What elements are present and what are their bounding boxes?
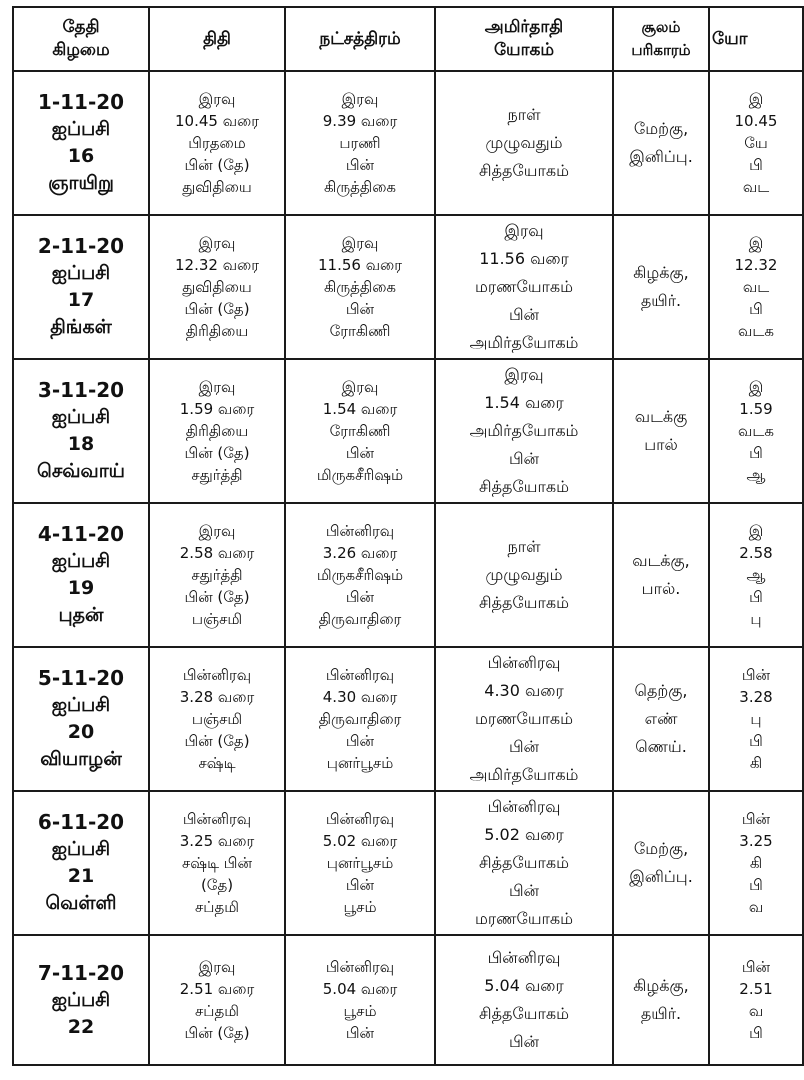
thithi-cell-line: பின்னிரவு <box>182 666 252 684</box>
date-cell-line: ஐப்பசி <box>51 988 111 1011</box>
star-cell-line: பின்னிரவு <box>325 810 395 828</box>
yogam-cell-line: 1.54 வரை <box>484 393 564 412</box>
yogam-cell-line: பின் <box>508 1032 540 1051</box>
date-cell-line: ஐப்பசி <box>51 694 111 716</box>
header-partial-column: யோ <box>709 7 803 71</box>
thithi-cell-line: பின் (தே) <box>184 588 250 606</box>
date-cell-line: 4-11-20 <box>37 522 125 546</box>
partial-cell-line: பி <box>749 300 763 318</box>
partial-cell-line: 2.51 <box>739 980 773 998</box>
thithi-cell-line: பின் (தே) <box>184 300 250 318</box>
partial-cell-line: வடக <box>738 322 774 340</box>
thithi-cell-line: சப்தமி <box>194 1002 239 1020</box>
star-cell-line: பின் <box>345 732 375 750</box>
yogam-cell-line: முழுவதும் <box>485 565 563 584</box>
soolam-cell-line: வடக்கு, <box>632 551 690 570</box>
star-cell-line: புனர்பூசம் <box>326 854 394 872</box>
yogam-cell-line: சித்தயோகம் <box>479 161 569 180</box>
yogam-cell-line: இரவு <box>504 221 544 240</box>
star-cell <box>285 215 435 359</box>
yogam-cell-line: 5.02 வரை <box>484 825 564 844</box>
date-cell-line: 17 <box>67 289 95 311</box>
star-cell-line: பின்னிரவு <box>325 958 395 976</box>
partial-cell-line: யே <box>744 134 768 152</box>
date-cell <box>13 215 149 359</box>
yogam-cell-line: இரவு <box>504 365 544 384</box>
star-cell-line: பின் <box>345 876 375 894</box>
partial-cell-line: இ <box>748 234 764 252</box>
header-row <box>13 7 803 71</box>
date-cell-line: ஐப்பசி <box>51 550 111 572</box>
soolam-cell-line: இனிப்பு. <box>629 147 693 166</box>
thithi-cell <box>149 215 285 359</box>
yogam-cell-line: 11.56 வரை <box>479 249 569 268</box>
partial-cell-line: பின் <box>741 958 771 976</box>
star-cell <box>285 71 435 215</box>
partial-cell <box>709 791 803 935</box>
star-cell-line: திருவாதிரை <box>318 610 402 628</box>
yogam-cell-line: நாள் <box>507 105 541 124</box>
star-cell-line: இரவு <box>341 90 379 108</box>
soolam-cell-line: கிழக்கு, <box>633 263 689 282</box>
panchangam-table <box>12 6 804 1066</box>
partial-cell <box>709 71 803 215</box>
yogam-cell-line: நாள் <box>507 537 541 556</box>
star-cell-line: பரணி <box>339 134 381 152</box>
thithi-cell-line: சதுர்த்தி <box>191 566 243 584</box>
yogam-cell-line: அமிர்தயோகம் <box>469 333 579 352</box>
star-cell-line: பின்னிரவு <box>325 666 395 684</box>
soolam-cell-line: பால் <box>644 435 678 454</box>
star-cell-line: புனர்பூசம் <box>326 754 394 772</box>
star-cell-line: மிருகசீரிஷம் <box>316 566 404 584</box>
thithi-cell <box>149 791 285 935</box>
star-cell-line: மிருகசீரிஷம் <box>316 466 404 484</box>
thithi-cell-line: இரவு <box>198 378 236 396</box>
soolam-cell-line: இனிப்பு. <box>629 867 693 886</box>
table-row <box>13 791 803 935</box>
partial-cell-line: 12.32 <box>734 256 778 274</box>
yogam-cell-line: சித்தயோகம் <box>479 477 569 496</box>
table-row <box>13 359 803 503</box>
header-thithi: திதி <box>149 7 285 71</box>
header-yogam-line2: யோகம் <box>493 40 555 60</box>
table-row <box>13 647 803 791</box>
date-cell-line: 18 <box>67 433 95 455</box>
yogam-cell <box>435 71 613 215</box>
date-cell <box>13 71 149 215</box>
yogam-cell-line: பின்னிரவு <box>487 797 561 816</box>
date-cell-line: 20 <box>67 721 95 743</box>
header-yogam-line1: அமிர்தாதி <box>484 17 564 37</box>
yogam-cell-line: மரணயோகம் <box>474 277 574 296</box>
thithi-cell-line: இரவு <box>198 958 236 976</box>
partial-cell-line: பி <box>749 1024 763 1042</box>
soolam-cell-line: கிழக்கு, <box>633 976 689 995</box>
soolam-cell-line: மேற்கு, <box>633 119 689 138</box>
partial-cell-line: பின் <box>741 666 771 684</box>
table-row <box>13 215 803 359</box>
partial-cell-line: வட <box>742 178 770 196</box>
thithi-cell-line: திரிதியை <box>185 422 249 440</box>
date-cell-line: 3-11-20 <box>37 378 125 402</box>
soolam-cell <box>613 791 709 935</box>
partial-cell-line: பின் <box>741 810 771 828</box>
thithi-cell <box>149 935 285 1065</box>
partial-cell-line: இ <box>748 378 764 396</box>
soolam-cell <box>613 215 709 359</box>
thithi-cell-line: 2.58 வரை <box>179 544 255 562</box>
thithi-cell-line: சப்தமி <box>194 898 239 916</box>
yogam-cell-line: சித்தயோகம் <box>479 1004 569 1023</box>
partial-cell-line: பி <box>749 156 763 174</box>
date-cell-line: ஐப்பசி <box>51 406 111 428</box>
partial-cell-line: 3.28 <box>739 688 773 706</box>
yogam-cell-line: மரணயோகம் <box>474 909 574 928</box>
star-cell <box>285 935 435 1065</box>
partial-cell <box>709 935 803 1065</box>
partial-cell-line: பு <box>750 710 762 728</box>
header-day-label: கிழமை <box>52 40 110 60</box>
thithi-cell <box>149 71 285 215</box>
soolam-cell <box>613 503 709 647</box>
yogam-cell-line: மரணயோகம் <box>474 709 574 728</box>
star-cell-line: கிருத்திகை <box>323 278 397 296</box>
star-cell-line: இரவு <box>341 234 379 252</box>
star-cell <box>285 359 435 503</box>
thithi-cell-line: பஞ்சமி <box>191 710 243 728</box>
star-cell-line: பின் <box>345 300 375 318</box>
thithi-cell-line: பின் (தே) <box>184 732 250 750</box>
date-cell-line: 21 <box>67 865 95 887</box>
soolam-cell-line: தெற்கு, <box>634 681 688 700</box>
soolam-cell-line: தயிர். <box>640 291 682 310</box>
yogam-cell-line: பின்னிரவு <box>487 653 561 672</box>
star-cell <box>285 647 435 791</box>
star-cell-line: 9.39 வரை <box>322 112 398 130</box>
thithi-cell-line: துவிதியை <box>182 178 252 196</box>
partial-cell-line: இ <box>748 522 764 540</box>
star-cell-line: 11.56 வரை <box>317 256 402 274</box>
thithi-cell-line: 12.32 வரை <box>174 256 259 274</box>
yogam-cell-line: முழுவதும் <box>485 133 563 152</box>
date-cell-line: திங்கள் <box>50 316 112 338</box>
header-date-day <box>13 7 149 71</box>
star-cell-line: பின் <box>345 444 375 462</box>
date-cell-line: ஐப்பசி <box>51 118 111 140</box>
partial-cell-line: இ <box>748 90 764 108</box>
thithi-cell-line: சஷ்டி <box>198 754 236 772</box>
thithi-cell-line: இரவு <box>198 90 236 108</box>
yogam-cell-line: பின் <box>508 305 540 324</box>
thithi-cell-line: 3.25 வரை <box>179 832 255 850</box>
star-cell-line: பூசம் <box>343 898 377 916</box>
soolam-cell <box>613 647 709 791</box>
partial-cell <box>709 215 803 359</box>
star-cell-line: கிருத்திகை <box>323 178 397 196</box>
partial-cell-line: 10.45 <box>734 112 778 130</box>
date-cell-line: செவ்வாய் <box>37 460 125 482</box>
yogam-cell-line: 5.04 வரை <box>484 976 564 995</box>
yogam-cell-line: அமிர்தயோகம் <box>469 421 579 440</box>
star-cell-line: 3.26 வரை <box>322 544 398 562</box>
star-cell <box>285 503 435 647</box>
thithi-cell-line: சதுர்த்தி <box>191 466 243 484</box>
date-cell-line: 2-11-20 <box>37 234 125 258</box>
soolam-cell-line: மேற்கு, <box>633 839 689 858</box>
yogam-cell <box>435 359 613 503</box>
date-cell-line: ஞாயிறு <box>48 172 114 194</box>
thithi-cell <box>149 359 285 503</box>
header-soolam <box>613 7 709 71</box>
star-cell-line: 1.54 வரை <box>322 400 398 418</box>
yogam-cell-line: சித்தயோகம் <box>479 853 569 872</box>
partial-cell <box>709 359 803 503</box>
star-cell-line: திருவாதிரை <box>318 710 402 728</box>
date-cell <box>13 935 149 1065</box>
date-cell-line: ஐப்பசி <box>51 262 111 284</box>
thithi-cell-line: 10.45 வரை <box>174 112 259 130</box>
thithi-cell-line: பின்னிரவு <box>182 810 252 828</box>
header-yogam <box>435 7 613 71</box>
thithi-cell-line: 3.28 வரை <box>179 688 255 706</box>
date-cell <box>13 647 149 791</box>
star-cell-line: 4.30 வரை <box>322 688 398 706</box>
date-cell-line: 22 <box>67 1015 95 1038</box>
star-cell-line: ரோகிணி <box>329 422 391 440</box>
date-cell <box>13 503 149 647</box>
date-cell-line: வெள்ளி <box>45 892 117 914</box>
partial-cell <box>709 647 803 791</box>
soolam-cell <box>613 359 709 503</box>
partial-cell-line: 3.25 <box>739 832 773 850</box>
thithi-cell <box>149 503 285 647</box>
thithi-cell-line: (தே) <box>200 876 234 894</box>
yogam-cell <box>435 503 613 647</box>
partial-cell-line: பி <box>749 876 763 894</box>
star-cell <box>285 791 435 935</box>
thithi-cell-line: இரவு <box>198 234 236 252</box>
table-row <box>13 71 803 215</box>
star-cell-line: பின்னிரவு <box>325 522 395 540</box>
yogam-cell-line: பின் <box>508 881 540 900</box>
partial-cell-line: பி <box>749 732 763 750</box>
date-cell-line: 16 <box>67 145 95 167</box>
star-cell-line: பின் <box>345 588 375 606</box>
yogam-cell <box>435 647 613 791</box>
date-cell-line: 6-11-20 <box>37 810 125 834</box>
star-cell-line: பின் <box>345 156 375 174</box>
partial-cell-line: 2.58 <box>739 544 773 562</box>
date-cell-line: ஐப்பசி <box>51 838 111 860</box>
yogam-cell-line: பின் <box>508 737 540 756</box>
partial-cell-line: வ <box>748 1002 764 1020</box>
partial-cell-line: பி <box>749 444 763 462</box>
thithi-cell-line: பின் (தே) <box>184 156 250 174</box>
yogam-cell-line: பின் <box>508 449 540 468</box>
date-cell-line: புதன் <box>58 604 104 626</box>
soolam-cell-line: தயிர். <box>640 1004 682 1023</box>
partial-cell-line: பு <box>750 610 762 628</box>
panchangam-table-wrapper <box>12 6 802 1066</box>
soolam-cell-line: வடக்கு <box>634 407 688 426</box>
header-date-label: தேதி <box>62 17 100 37</box>
soolam-cell <box>613 71 709 215</box>
yogam-cell-line: அமிர்தயோகம் <box>469 765 579 784</box>
partial-cell-line: கி <box>749 754 763 772</box>
star-cell-line: இரவு <box>341 378 379 396</box>
thithi-cell-line: இரவு <box>198 522 236 540</box>
table-row <box>13 935 803 1065</box>
yogam-cell <box>435 791 613 935</box>
thithi-cell <box>149 647 285 791</box>
yogam-cell-line: பின்னிரவு <box>487 948 561 967</box>
date-cell <box>13 359 149 503</box>
star-cell-line: 5.04 வரை <box>322 980 398 998</box>
star-cell-line: பின் <box>345 1024 375 1042</box>
soolam-cell-line: எண் <box>644 709 678 728</box>
partial-cell-line: வ <box>748 898 764 916</box>
soolam-cell <box>613 935 709 1065</box>
soolam-cell-line: பால். <box>641 579 681 598</box>
thithi-cell-line: பஞ்சமி <box>191 610 243 628</box>
thithi-cell-line: சஷ்டி பின் <box>181 854 253 872</box>
star-cell-line: 5.02 வரை <box>322 832 398 850</box>
date-cell-line: வியாழன் <box>40 748 122 770</box>
date-cell-line: 7-11-20 <box>37 960 125 985</box>
thithi-cell-line: பிரதமை <box>188 134 246 152</box>
header-soolam-line2: பரிகாரம் <box>631 41 691 59</box>
thithi-cell-line: 2.51 வரை <box>179 980 255 998</box>
soolam-cell-line: ணெய். <box>635 737 687 756</box>
date-cell <box>13 791 149 935</box>
yogam-cell <box>435 215 613 359</box>
partial-cell-line: பி <box>749 588 763 606</box>
yogam-cell-line: சித்தயோகம் <box>479 593 569 612</box>
date-cell-line: 5-11-20 <box>37 666 125 690</box>
table-row <box>13 503 803 647</box>
partial-cell <box>709 503 803 647</box>
header-star: நட்சத்திரம் <box>285 7 435 71</box>
date-cell-line: 1-11-20 <box>37 90 125 114</box>
star-cell-line: ரோகிணி <box>329 322 391 340</box>
partial-cell-line: வடக <box>738 422 774 440</box>
partial-cell-line: வட <box>742 278 770 296</box>
star-cell-line: பூசம் <box>343 1002 377 1020</box>
yogam-cell-line: 4.30 வரை <box>484 681 564 700</box>
partial-cell-line: 1.59 <box>739 400 773 418</box>
partial-cell-line: ஆ <box>746 566 766 584</box>
partial-cell-line: ஆ <box>746 466 766 484</box>
partial-cell-line: கி <box>749 854 763 872</box>
thithi-cell-line: துவிதியை <box>182 278 252 296</box>
thithi-cell-line: பின் (தே) <box>184 444 250 462</box>
header-soolam-line1: சூலம் <box>641 18 681 36</box>
thithi-cell-line: 1.59 வரை <box>179 400 255 418</box>
thithi-cell-line: பின் (தே) <box>184 1024 250 1042</box>
yogam-cell <box>435 935 613 1065</box>
thithi-cell-line: திரிதியை <box>185 322 249 340</box>
date-cell-line: 19 <box>67 577 95 599</box>
